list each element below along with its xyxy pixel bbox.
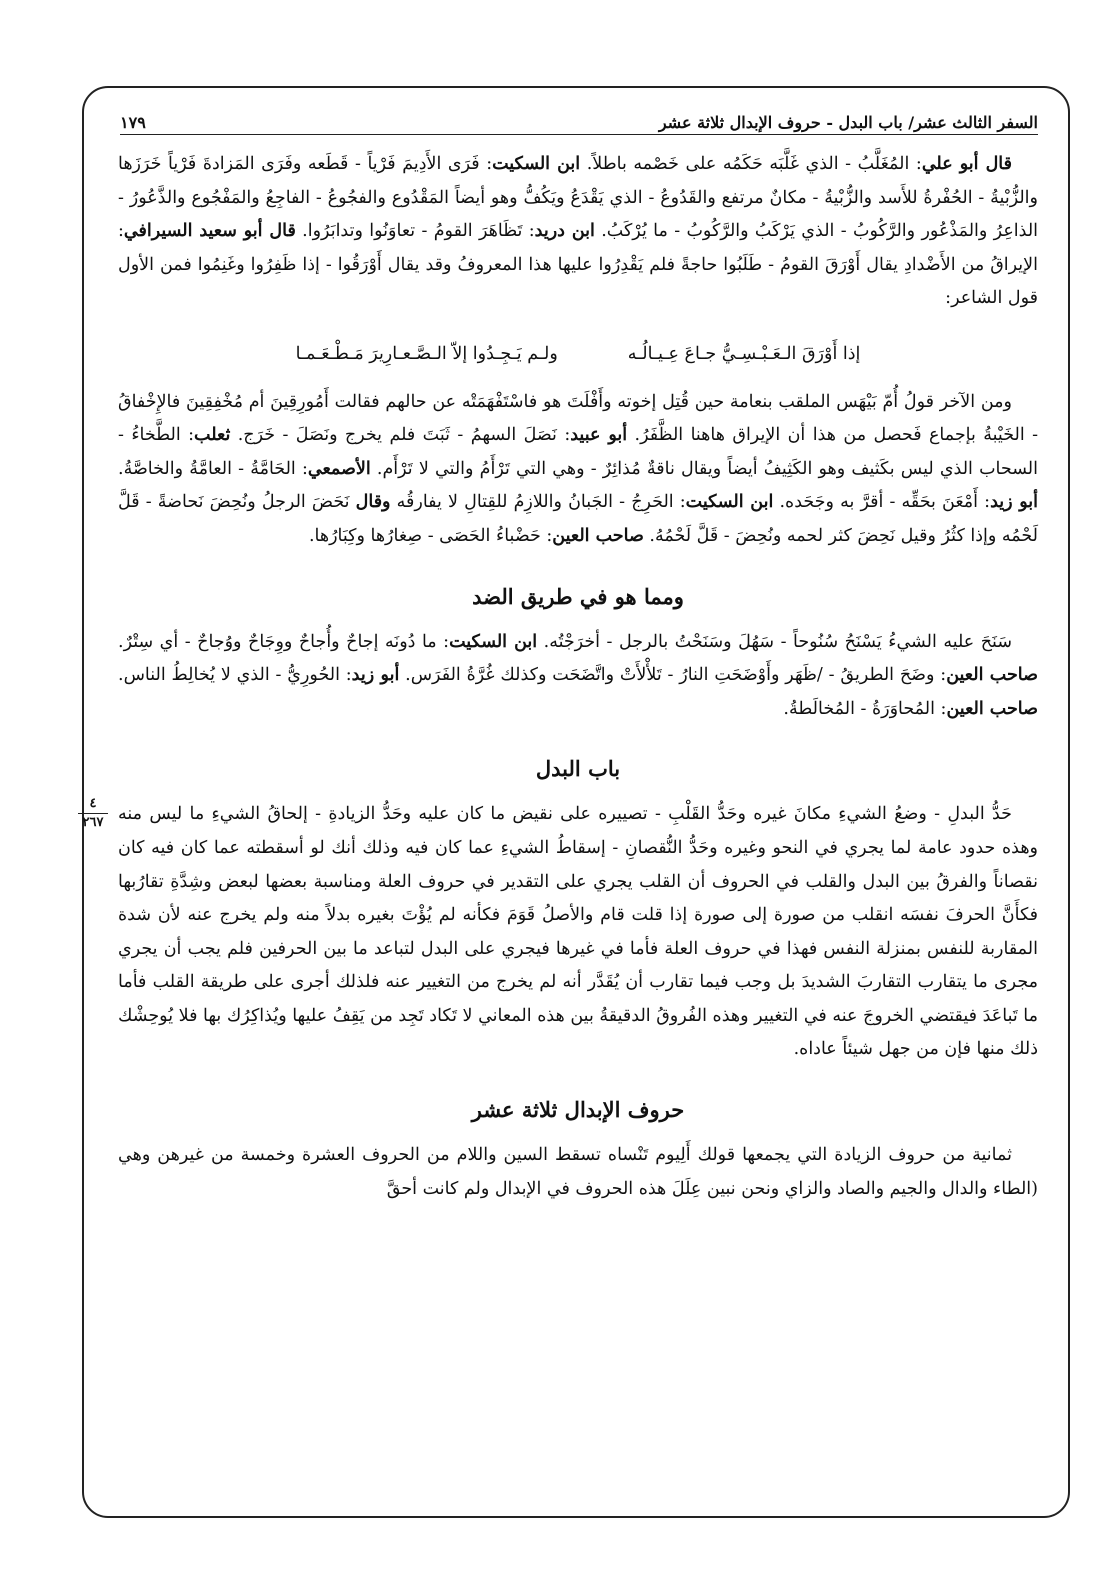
- paragraph-4: حَدُّ البدلِ - وضعُ الشيءِ مكانَ غيره وحَدُّ القَلْبِ - تصييره على نقيض ما كان عليه وحَدُّ الزيادةِ - إلحاقُ الشيءِ ما ليس منه وهذه حدود عامة لما يجري في النحو وغيره وحَدُّ النُّقصانِ - إسقاطُ الشيءِ عما كان فيه وذلك أنك لو أسقطته عما كان فيه كان نقصاناً والفرقُ بين البدل والقلب في الحروف أن القلب يجري على التقدير في حروف العلة ومناسبة بعضها لبعض وشِدَّةِ تقارُبها فكأَنَّ الحرفَ نفسَه انقلب من صورة إلى صورة إذا قلت قام والأصلُ قَوَمَ فكأنه لم يُؤْتَ بغيره بدلاً منه ولم يخرج عنه لأن شدة المقاربة للنفس بمنزلة النفس فهذا في حروف العلة فأما في غيرها فيجري على البدل لتباعد ما بين الحرفين فلم يجب أن يجري مجرى ما يتقارب التقاربَ الشديدَ بل وجب فيما تقارب أن يُقَدَّر أنه لم يخرج من التغيير عنه فلذلك أجرى على طريقة القلب فأما ما تَباعَدَ فيقتضي الخروجَ عنه في التغيير وهذه الفُروقُ الدقيقةُ بين هذه المعاني لا تَكاد تَجِد من يَقِفُ عليها ويُذاكِرُك بها فلا يُوحِشْك ذلك منها فإن من جهل شيئاً عاداه.: [118, 804, 1038, 1060]
- verse-first-hemistich: إذا أَوْرَقَ الـعَـبْـسِـيُّ جـاعَ عِـيـالُـه: [627, 343, 861, 364]
- section-heading: حروف الإبدال ثلاثة عشر: [471, 1097, 685, 1123]
- paragraph-2: [118, 386, 1038, 554]
- poetry-verse: [118, 338, 1038, 372]
- paragraph-1: [118, 148, 1038, 316]
- page-number: ١٧٩: [120, 113, 146, 132]
- source-name: صاحب العين: [946, 698, 1038, 719]
- text-run: : الإيراقُ من الأَضْدادِ يقال أَوْرَقَ القومُ - طَلَبُوا حاجةً فلم يَقْدِرُوا عليها هذا المعروفُ وقد يقال أَوْرَقُوا - إذا ظَفِرُوا وغَنِمُوا فمن الأول قول الشاعر:: [118, 221, 1038, 309]
- text-run: سَنَحَ عليه الشيءُ يَسْنَحُ سُنُوحاً - سَهُلَ وسَنَحْتُ بالرجل - أخرَجْتُه.: [537, 631, 1013, 652]
- text-run: : حَضْباءُ الحَصَى - صِغارُها وكِبَارُها.: [308, 525, 553, 546]
- source-name: صاحب العين: [946, 665, 1038, 686]
- source-name: أبو زيد: [990, 492, 1039, 513]
- text-run: : الحُورِيُّ - الذي لا يُخالِطُ الناس.: [118, 665, 352, 686]
- text-run: : الحَامَّةُ - العامَّةُ والخاصَّةُ.: [118, 458, 308, 479]
- margin-ref-bar: [78, 813, 108, 814]
- margin-ref-top: ٤: [89, 796, 97, 811]
- text-run: : تَظَاهَرَ القومُ - تعاوَنُوا وتدابَرُوا.: [295, 221, 535, 242]
- verse-second-hemistich: ولـم يَـجِـدُوا إلاّ الـصَّـعـارِيرَ مَـطْـعَـمـا: [295, 343, 558, 364]
- text-run: ومن الآخر قولُ أُمّ بَيْهَس الملقب بنعامة حين قُتِل إخوته وأَفْلَتَ هو فاسْتَفْهَمَتْه عن حالهم فقالت أَمُورِقِينَ أم مُخْفِقِينَ فالإِخْفاقُ - الخَيْبةُ بإجماع فَحصل من هذا أن الإيراق هاهنا الظَّفَرُ.: [118, 391, 1039, 446]
- source-name: قال أبو سعيد السيرافي: [123, 221, 296, 242]
- text-run: : المُغَلَّبُ - الذي غَلَّبَه حَكَمُه على خَصْمه باطلاً.: [580, 154, 922, 174]
- paragraph-3: [118, 626, 1038, 727]
- page-body: [118, 148, 1038, 1206]
- source-name: الأصمعي: [307, 458, 371, 479]
- section-heading: ومما هو في طريق الضد: [472, 583, 684, 609]
- text-run: : الطَّخاءُ - السحاب الذي ليس بكَثيف وهو الكَثِيفُ أيضاً ويقال ناقةٌ مُذائِرٌ - وهي التي تَرْأَمُ والتي لا تَرْأَم.: [118, 425, 1038, 479]
- text-run: : المُحاوَرَةُ - المُخالَطةُ.: [783, 698, 947, 719]
- source-name: أبو زيد: [351, 665, 400, 686]
- paragraph-5: ثمانية من حروف الزيادة التي يجمعها قولك أَلِيوم تَنْساه تسقط السين واللام من الحروف العشرة وخمسة من غيرهن وهي (الطاء والدال والجيم والصاد والزاي ونحن نبين عِلَلَ هذه الحروف في الإبدال ولم كانت أحقَّ: [118, 1145, 1038, 1199]
- source-name: صاحب العين: [552, 525, 644, 546]
- header-title: السفر الثالث عشر/ باب البدل - حروف الإبدال ثلاثة عشر: [658, 113, 1038, 132]
- running-header: [120, 98, 1038, 132]
- source-name: ثعلب: [194, 425, 231, 446]
- source-name: ابن السكيت: [492, 154, 581, 174]
- text-run: : وضَحَ الطريقُ - /ظَهَر وأَوْضَحَتِ النارُ - تَلأْلأَتْ واتَّضَحَت وكذلك غُرَّةُ الفَرَس.: [399, 665, 947, 686]
- source-name: أبو عبيد: [570, 425, 628, 446]
- source-name: ابن السكيت: [449, 631, 538, 652]
- margin-ref-bottom: ٢٦٧: [82, 815, 104, 830]
- source-name: ابن دريد: [534, 221, 595, 242]
- source-name: قال أبو علي: [921, 154, 1012, 174]
- source-name: وقال: [355, 492, 391, 513]
- source-name: ابن السكيت: [685, 492, 774, 513]
- section-heading: باب البدل: [535, 756, 621, 782]
- text-run: : فَرَى الأَدِيمَ فَرْياً - قَطَعه وفَرَى المَزادةَ فَرْياً خَرَزَها والزُّبْيةُ - الحُفْرةُ للأَسد والزُّبْيةُ - مكانٌ مرتفع والقَدُوعُ - الذي يَقْدَعُ ويَكُفُّ وهو أيضاً المَقْدُوع والفجُوعُ - الفاجِعُ والمَفْجُوع والذَّعُورُ - الذاعِرُ والمَذْعُور والرَّكُوبُ - الذي يَرْكَبُ والرَّكُوبُ - ما يُرْكَبُ.: [118, 154, 1039, 242]
- header-rule: [120, 134, 1038, 135]
- text-run: : نَصَلَ السهمُ - ثَبَتَ فلم يخرج ونَصَلَ - خَرَج.: [230, 425, 571, 446]
- text-run: : أَمْعَنَ بحَقِّه - أقرَّ به وجَحَده.: [773, 492, 991, 513]
- text-run: : الحَرِجُ - الجَبانُ واللازِمُ للقِتالِ لا يفارقُه: [390, 492, 686, 513]
- margin-reference: [78, 797, 108, 830]
- text-run: نَحَضَ الرجلُ ونُحِضَ نَحاضةً - قَلَّ لَحْمُه وإذا كثُرُ وقيل نَحِضَ كثر لحمه ونُحِضَ - قَلَّ لَحْمُهُ.: [118, 492, 1038, 546]
- text-run: : ما دُونَه إجاحٌ وأُجاحٌ ووِجَاحٌ ووُجاحٌ - أي سِتْرٌ.: [118, 631, 450, 652]
